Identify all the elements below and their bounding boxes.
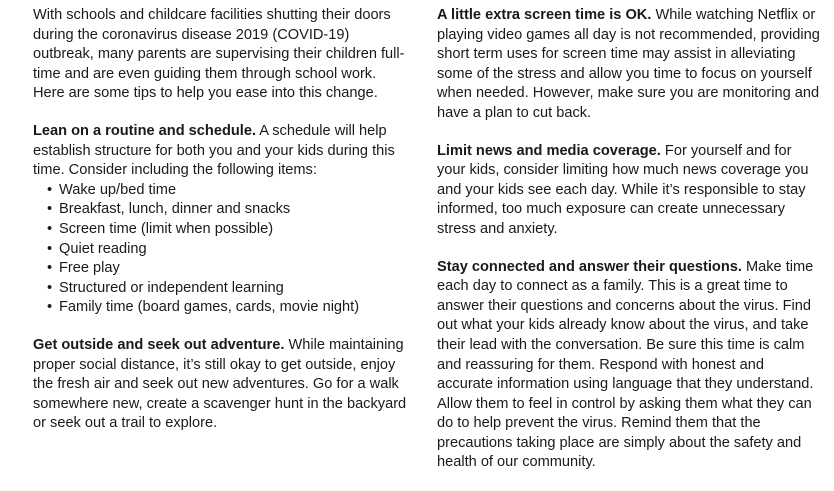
list-item: • Family time (board games, cards, movie night) xyxy=(47,298,408,318)
list-item: • Wake up/bed time xyxy=(47,181,408,201)
routine-heading: Lean on a routine and schedule. xyxy=(33,122,256,139)
news-body: For yourself and for your kids, consider limiting how much news coverage you and your kids see each day. While it’s responsible to stay informed, too much exposure can create unnecessary stress and anxiety. xyxy=(437,142,809,237)
news-section xyxy=(437,142,822,240)
outside-heading: Get outside and seek out adventure. xyxy=(33,336,285,353)
list-item: • Screen time (limit when possible) xyxy=(47,220,408,240)
screen-time-heading: A little extra screen time is OK. xyxy=(437,7,652,23)
list-item: • Structured or independent learning xyxy=(47,279,408,299)
list-item: • Free play xyxy=(47,259,408,279)
outside-section xyxy=(33,336,408,434)
news-heading: Limit news and media coverage. xyxy=(437,142,661,159)
right-column xyxy=(437,6,822,491)
outside-body: While maintaining proper social distance, it’s still okay to get outside, enjoy the fresh air and seek out new adventures. Go for a walk somewhere new, create a scavenger hunt in the backyard or seek out a trail to explore. xyxy=(33,336,407,432)
routine-body: A schedule will help establish structure for both you and your kids during this time. Consider including the following items: xyxy=(33,122,395,179)
connected-section xyxy=(437,258,822,474)
intro-paragraph: With schools and childcare facilities shutting their doors during the coronavirus disease 2019 (COVID-19) outbreak, many parents are supervising their children full-time and are even guiding them through school work. Here are some tips to help you ease into this change. xyxy=(33,7,405,102)
routine-section xyxy=(33,122,408,318)
list-item: • Quiet reading xyxy=(47,240,408,260)
left-column xyxy=(33,6,408,452)
screen-time-section xyxy=(437,6,822,124)
screen-time-body: While watching Netflix or playing video games all day is not recommended, providing short term uses for screen time may assist in alleviating some of the stress and allow you time to focus on yourself when needed. However, make sure you are monitoring and have a plan to cut back. xyxy=(437,7,820,121)
connected-body: Make time each day to connect as a family. This is a great time to answer their questions and concerns about the virus. Find out what your kids already know about the virus, and take their lead with the conversation. Be sure this time is calm and reassuring for them. Respond with honest and accurate information using language that they understand. Allow them to feel in control by asking them what they can do to help prevent the virus. Remind them that the precautions taking place are simply about the safety and health of our community. xyxy=(437,258,814,471)
list-item: • Breakfast, lunch, dinner and snacks xyxy=(47,200,408,220)
routine-list xyxy=(47,181,408,318)
connected-heading: Stay connected and answer their questions. xyxy=(437,258,742,275)
